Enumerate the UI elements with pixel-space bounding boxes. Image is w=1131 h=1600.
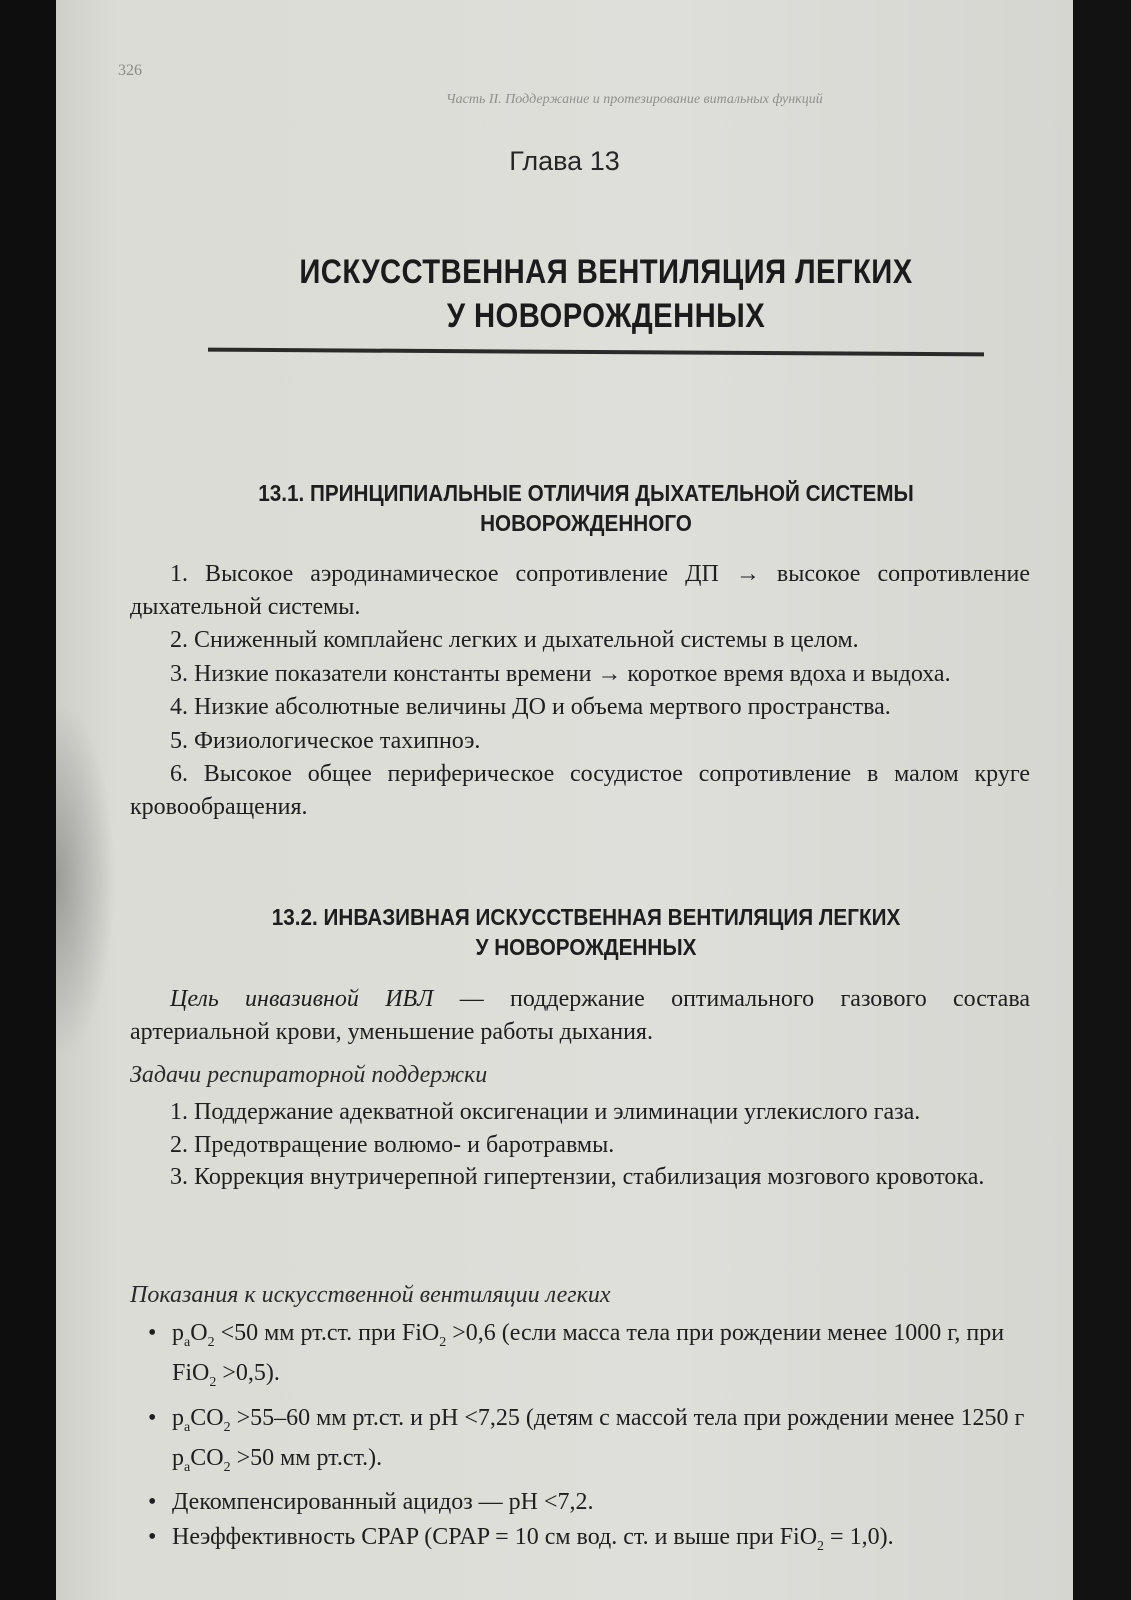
list-item: • $p_aO_2 <50$ мм рт.ст. при FiO$_2$ >0,6 (если масса тела при рождении менее 1000 г, при FiO$_2$ >0,5). [148, 1320, 1005, 1391]
ventilation-goal-paragraph [130, 983, 1030, 1048]
chapter-title-line-1: ИСКУССТВЕННАЯ ВЕНТИЛЯЦИЯ ЛЕГКИХ [299, 253, 913, 291]
running-head: Часть II. Поддержание и протезирование витальных функций [446, 92, 823, 107]
book-page [56, 0, 1073, 1600]
bullet: • [148, 1489, 157, 1516]
tasks-list [130, 1096, 1030, 1194]
list-item: 3. Коррекция внутричерепной гипертензии, стабилизация мозгового кровотока. [170, 1164, 985, 1190]
list-item: 6. Высокое общее периферическое сосудистое сопротивление в малом круге кровообращения. [130, 761, 1030, 820]
list-item: 1. Высокое аэродинамическое сопротивление ДП → высокое сопротивление дыхательной системы. [130, 561, 1030, 620]
bullet: • [148, 1404, 157, 1431]
bullet: • [148, 1523, 157, 1550]
chapter-title [271, 250, 942, 338]
list-item: 2. Предотвращение волюмо- и баротравмы. [170, 1131, 615, 1158]
list-item: • $p_aCO_2 >55-60$ мм рт.ст. и pH <7,25 (детям с массой тела при рождении менее 1250 г $p_aCO_2 >50$ мм рт.ст.). [148, 1404, 1025, 1475]
chapter-title-rule [208, 348, 984, 357]
section-title-13-1 [190, 478, 982, 538]
page-number: 326 [118, 62, 142, 79]
background-left [0, 0, 56, 1600]
list-item: 1. Поддержание адекватной оксигенации и элиминации углекислого газа. [170, 1099, 921, 1125]
indications-heading: Показания к искусственной вентиляции легких [130, 1282, 611, 1308]
goal-text: — поддержание оптимального газового состава артериальной крови, уменьшение работы дыхания. [130, 986, 1030, 1045]
list-item: 5. Физиологическое тахипноэ. [170, 727, 481, 754]
indications-list [148, 1318, 1028, 1566]
section-title-line-1: 13.2. ИНВАЗИВНАЯ ИСКУССТВЕННАЯ ВЕНТИЛЯЦИЯ ЛЕГКИХ [271, 904, 901, 930]
list-item: • Декомпенсированный ацидоз — pH <7,2. [148, 1487, 1028, 1518]
chapter-label: Глава 13 [509, 146, 620, 176]
section-title-line-1: 13.1. ПРИНЦИПИАЛЬНЫЕ ОТЛИЧИЯ ДЫХАТЕЛЬНОЙ СИСТЕМЫ [258, 480, 914, 506]
section-title-line-2: У НОВОРОЖДЕННЫХ [475, 934, 697, 960]
goal-lead: Цель инвазивной ИВЛ [170, 986, 434, 1012]
chapter-title-line-2: У НОВОРОЖДЕННЫХ [446, 297, 766, 335]
background-right [1073, 0, 1131, 1600]
tasks-heading: Задачи респираторной поддержки [130, 1062, 488, 1088]
newborn-differences-list [130, 558, 1030, 824]
page-shadow [56, 700, 116, 1060]
section-title-line-2: НОВОРОЖДЕННОГО [480, 510, 692, 536]
list-item: • Неэффективность CPAP (CPAP = 10 см вод. ст. и выше при FiO$_2$ = 1,0). [148, 1523, 894, 1554]
bullet: • [148, 1320, 157, 1346]
section-title-13-2 [190, 902, 982, 962]
list-item: 4. Низкие абсолютные величины ДО и объема мертвого пространства. [170, 694, 891, 720]
list-item: 2. Сниженный комплайенс легких и дыхательной системы в целом. [170, 627, 859, 653]
list-item: 3. Низкие показатели константы времени → короткое время вдоха и выдоха. [170, 660, 951, 687]
